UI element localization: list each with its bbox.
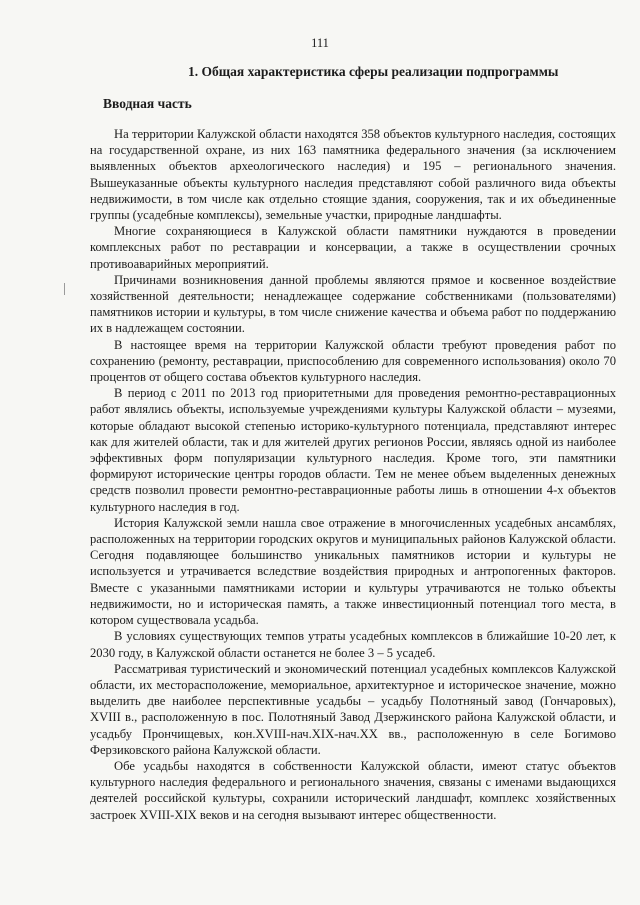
paragraph-8: Рассматривая туристический и экономический потенциал усадебных комплексов Калужской области, их месторасположение, мемориальное, архитектурное и историческое значение, можно выделить две наиболее перспективные усадьбы – усадьбу Полотняный завод (Гончаровых), XVIII в., расположенную в пос. Полотняный Завод Дзержинского района Калужской области, и усадьбу Прончищевых, кон.XVIII-нач.XIX-нач.XX вв., расположенную в селе Богимово Ферзиковского района Калужской области. [90,661,616,757]
paragraph-9: Обе усадьбы находятся в собственности Калужской области, имеют статус объектов культурного наследия федерального и регионального значения, связаны с именами выдающихся деятелей российской культуры, сохранили исторический ландшафт, комплекс хозяйственных застроек XVIII-XIX веков и на сегодня вызывают интерес общественности. [90,758,616,822]
section-title: 1. Общая характеристика сферы реализации подпрограммы [188,64,559,79]
subheading: Вводная часть [103,96,192,111]
paragraph-2: Многие сохраняющиеся в Калужской области памятники нуждаются в проведении комплексных работ по реставрации и консервации, а также в осуществлении срочных противоаварийных мероприятий. [90,224,616,271]
page-number: 111 [311,36,329,50]
paragraph-4: В настоящее время на территории Калужской области требуют проведения работ по сохранению (ремонту, реставрации, приспособлению для современного использования) около 70 процентов от общего состава объектов культурного наследия. [90,337,616,385]
paragraph-3: Причинами возникновения данной проблемы являются прямое и косвенное воздействие хозяйственной деятельности; ненадлежащее содержание собственниками (пользователями) памятников истории и культуры, в том числе снижение качества и объема работ по поддержанию их в надлежащем состоянии. [90,272,616,336]
body-text [90,126,616,823]
paragraph-6: История Калужской земли нашла свое отражение в многочисленных усадебных ансамблях, расположенных на территории городских округов и муниципальных районов Калужской области. Сегодня подавляющее большинство уникальных памятников истории и культуры не используется и утрачивается вследствие воздействия природных и антропогенных факторов. Вместе с указанными памятниками истории и культуры утрачиваются не только объекты недвижимости, но и историческая память, а также инвестиционный потенциал того места, в котором существовала усадьба. [90,515,616,628]
paragraph-7: В условиях существующих темпов утраты усадебных комплексов в ближайшие 10-20 лет, к 2030 году, в Калужской области останется не более 3 – 5 усадеб. [90,629,616,660]
margin-mark [64,283,65,295]
paragraph-1: На территории Калужской области находятся 358 объектов культурного наследия, состоящих на государственной охране, из них 163 памятника федерального значения (за исключением выявленных объектов археологического наследия) и 195 – регионального значения. Вышеуказанные объекты культурного наследия представляют собой различного вида объекты недвижимости, в том числе как отдельно стоящие здания, сооружения, так и их объединенные группы (усадебные комплексы), земельные участки, природные ландшафты. [90,127,616,223]
paragraph-5: В период с 2011 по 2013 год приоритетными для проведения ремонтно-реставрационных работ являлись объекты, используемые учреждениями культуры Калужской области – музеями, которые обладают высокой степенью историко-культурного потенциала, представляют интерес как для жителей области, так и для жителей других регионов России, являясь одной из наиболее эффективных форм популяризации культурного наследия. Кроме того, эти памятники формируют исторические центры городов области. Тем не менее объем выделенных денежных средств позволил провести ремонтно-реставрационные работы лишь в отношении 4-х объектов культурного наследия в год. [90,386,616,514]
